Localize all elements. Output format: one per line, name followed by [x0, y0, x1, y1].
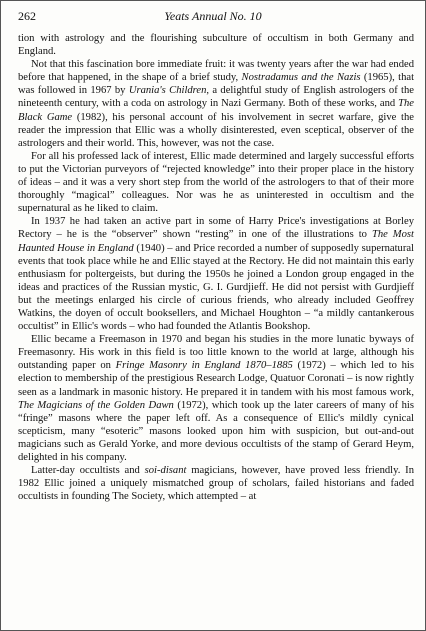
- text-run: (1940) – and Price recorded a number of supposedly supernatural events that took place while he and Ellic stayed at the Rectory. He did not maintain this early enthusiasm for poltergeists, but during the 1950s he joined a London group engaged in the ideas and practices of the Russian mystic, G. I. Gurdjieff. He did not persist with Gurdjieff but the meetings enlarged his circle of curious friends, who already included Geoffrey Watkins, the doyen of occult booksellers, and Michael Houghton – “a mildly cantankerous occultist” in Ellic's words – who had founded the Atlantis Bookshop.: [18, 242, 415, 333]
- paragraph: [18, 464, 414, 503]
- text-run: (1982), his personal account of his involvement in secret warfare, give the reader the impression that Ellic was a wholly disinterested, even sceptical, observer of the astrologers and their world. This, however, was not the case.: [18, 111, 414, 149]
- book-title: soi-disant: [144, 465, 187, 477]
- paragraph: [18, 150, 414, 215]
- text-run: , a delightful study of English astrologers of the nineteenth century, with a coda on astrology in Nazi Germany. Both of these works, and: [18, 85, 414, 110]
- text-run: magicians, however, have proved less friendly. In 1982 Ellic joined a uniquely mismatched group of scholars, failed historians and faded occultists in founding The Society, which attempted – at: [18, 465, 414, 503]
- book-title: Urania's Children: [128, 85, 207, 97]
- body-text: [18, 32, 414, 503]
- page-number: 262: [18, 9, 36, 23]
- text-run: (1965), that was followed in 1967 by: [18, 72, 415, 97]
- paragraph: [18, 215, 414, 333]
- book-title: Fringe Masonry in England 1870–1885: [115, 360, 293, 372]
- paragraph: [18, 58, 414, 150]
- page-header: [18, 9, 408, 25]
- running-title: Yeats Annual No. 10: [164, 9, 262, 23]
- text-run: (1972) – which led to his election to membership of the prestigious Research Lodge, Quatuor Coronati – is now rightly seen as a landmark in masonic history. He prepared it in tandem with his most famous work,: [18, 360, 415, 398]
- book-title: The Most Haunted House in England: [18, 229, 414, 254]
- text-run: tion with astrology and the flourishing subculture of occultism in both Germany and England.: [18, 33, 414, 58]
- text-run: Not that this fascination bore immediate fruit: it was twenty years after the war had ended before that happened, in the shape of a brief study,: [18, 59, 414, 84]
- paragraph: [18, 32, 414, 58]
- text-run: Ellic became a Freemason in 1970 and began his studies in the more lunatic byways of Freemasonry. His work in this field is too little known to the world at large, although his outstanding paper on: [18, 334, 414, 372]
- text-run: In 1937 he had taken an active part in some of Harry Price's investigations at Borley Rectory – he is the “observer” shown “resting” in one of the illustrations to: [18, 216, 414, 241]
- text-run: Latter-day occultists and: [31, 465, 145, 477]
- book-title: The Black Game: [18, 98, 414, 123]
- book-title: The Magicians of the Golden Dawn: [18, 399, 174, 411]
- book-title: Nostradamus and the Nazis: [241, 72, 361, 84]
- text-run: (1972), which took up the later careers of many of his “fringe” masons where the paper left off. As a consequence of Ellic's mildly cynical scepticism, many “esoteric” masons looked upon him with suspicion, but out-and-out magicians such as Gerald Yorke, and more devious occultists of the stamp of Gerard Heym, delighted in his company.: [18, 399, 414, 463]
- paragraph: [18, 333, 414, 464]
- text-run: For all his professed lack of interest, Ellic made determined and largely successful efforts to put the Victorian purveyors of “rejected knowledge” into their proper place in the history of ideas – and it was a very short step from the world of the astrologers to that of their more thoroughly “magical” colleagues. Nor was he as uninterested in occultism and the supernatural as he liked to claim.: [18, 150, 414, 215]
